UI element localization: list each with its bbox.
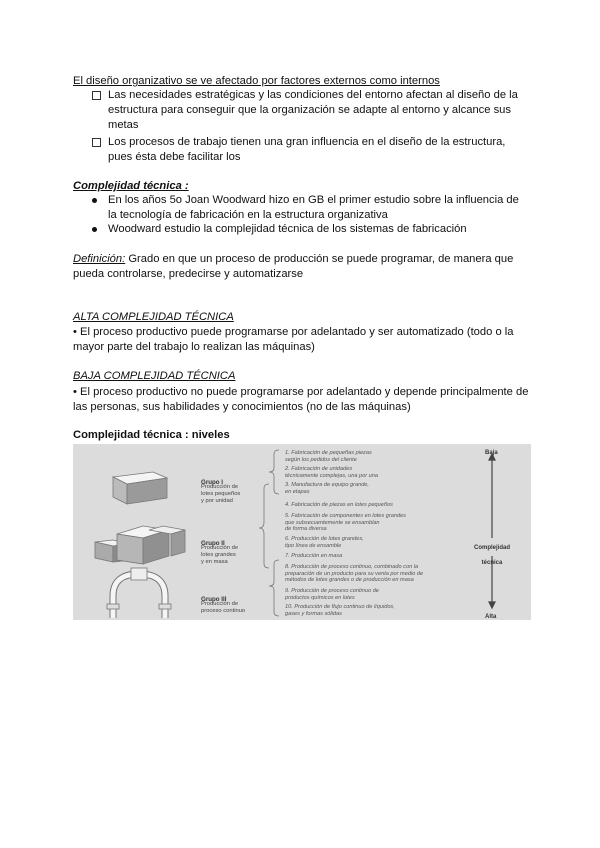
niveles-figure	[73, 444, 531, 620]
item-10-line-1: 10. Producción de flujo continuo de líquidos,	[285, 604, 395, 610]
baja-line-2: las personas, sus habilidades y conocimientos (no de las máquinas)	[73, 401, 411, 413]
item-7	[285, 553, 342, 560]
item-9	[285, 588, 379, 601]
axis-bottom-label: Alta	[485, 614, 497, 620]
alta-line-2: mayor parte del trabajo lo realizan las máquinas)	[73, 341, 315, 353]
item-9-line-2: productos químicos en lotes	[285, 594, 355, 601]
checklist-item-2-line-1: Los procesos de trabajo tienen una gran influencia en el diseño de la estructura,	[108, 136, 506, 148]
alta-line-1: • El proceso productivo puede programarse por adelantado y ser automatizado (todo o la	[73, 326, 514, 338]
item-1-line-2: según los pedidos del cliente	[285, 456, 357, 463]
item-2-line-1: 2. Fabricación de unidades	[285, 466, 353, 472]
item-6-line-1: 6. Producción de lotes grandes,	[285, 536, 364, 542]
group-3-pipe-icon	[107, 568, 171, 618]
axis-mid-line-2: técnica	[481, 560, 503, 566]
group-3-desc-2: proceso continuo	[201, 608, 246, 614]
bullet-1-line-1: En los años 5o Joan Woodward hizo en GB el primer estudio sobre la influencia de	[108, 194, 519, 206]
baja-line-1: • El proceso productivo no puede programarse por adelantado y depende principalmente de	[73, 386, 529, 398]
item-4-line-1: 4. Fabricación de piezas en lotes pequeños	[285, 502, 393, 508]
bullet-2-line-1: Woodward estudio la complejidad técnica de los sistemas de fabricación	[108, 223, 467, 235]
item-8	[285, 564, 423, 584]
item-10	[285, 604, 395, 617]
intro-heading: El diseño organizativo se ve afectado por factores externos como internos	[73, 75, 440, 87]
checklist-item-1-line-1: Las necesidades estratégicas y las condiciones del entorno afectan al diseño de la	[108, 89, 518, 101]
bullet-dot-1	[92, 198, 97, 203]
item-4	[285, 502, 393, 509]
group-2-desc-3: y en masa	[201, 559, 228, 565]
group-1-desc-3: y por unidad	[201, 498, 233, 504]
item-3-line-1: 3. Manufactura de equipo grande,	[285, 482, 369, 488]
checkbox-2[interactable]	[92, 138, 101, 147]
item-9-line-1: 9. Producción de proceso continuo de	[285, 588, 379, 594]
item-2	[285, 466, 378, 479]
item-5	[285, 513, 406, 533]
niveles-title: Complejidad técnica : niveles	[73, 429, 230, 441]
axis-mid-label	[471, 541, 513, 571]
group-1-desc-2: lotes pequeños	[201, 491, 241, 497]
item-5-line-2: que subsecuentemente se ensamblan	[285, 519, 380, 526]
group-2-desc-1: Producción de	[201, 545, 239, 551]
definition-text-1: Grado en que un proceso de producción se puede programar, de manera que	[125, 253, 514, 265]
checklist-item-1-line-2: estructura para conseguir que la organización se adapte al entorno y alcance sus	[108, 104, 512, 116]
definition-line-2: pueda controlarse, predecirse y automatizarse	[73, 268, 304, 280]
group-3-desc-1: Producción de	[201, 601, 239, 607]
definition-line-1	[73, 252, 513, 267]
axis-mid-line-1: Complejidad	[473, 545, 510, 551]
group-2-desc-2: lotes grandes	[201, 552, 236, 558]
item-10-line-2: gases y formas sólidas	[285, 610, 342, 617]
item-8-line-3: métodos de lotes grandes o de producción en masa	[285, 577, 414, 583]
item-5-line-1: 5. Fabricación de componentes en lotes grandes	[285, 513, 406, 519]
item-6	[285, 536, 364, 549]
item-3	[285, 482, 369, 495]
checkbox-1[interactable]	[92, 91, 101, 100]
item-7-line-1: 7. Producción en masa	[285, 553, 343, 559]
axis-top-label: Baja	[485, 450, 498, 456]
item-1	[285, 450, 372, 463]
item-5-line-3: de forma diversa	[285, 526, 327, 532]
item-3-line-2: en etapas	[285, 488, 310, 495]
checklist-item-2-line-2: pues ésta debe facilitar los	[108, 151, 241, 163]
group-2-blocks-icon	[95, 526, 185, 564]
definition-label: Definición:	[73, 253, 126, 265]
bullet-dot-2	[92, 227, 97, 232]
group-1-title: Grupo I	[201, 479, 223, 486]
group-braces	[259, 450, 279, 616]
item-8-line-1: 8. Producción de proceso continuo, combinado con la	[285, 564, 419, 570]
bullet-1-line-2: la tecnología de fabricación en la estructura organizativa	[108, 209, 388, 221]
group-2-title: Grupo II	[201, 540, 225, 547]
item-8-line-2: preparación de un producto para su venta por medio de	[285, 570, 424, 577]
item-1-line-1: 1. Fabricación de pequeñas piezas	[285, 450, 372, 456]
item-2-line-2: técnicamente complejas, una por una	[285, 472, 378, 479]
checklist-item-1-line-3: metas	[108, 119, 139, 131]
group-1-block-icon	[113, 472, 167, 504]
group-3-title: Grupo III	[201, 596, 227, 603]
section-title: Complejidad técnica :	[73, 180, 189, 192]
baja-title: BAJA COMPLEJIDAD TÉCNICA	[73, 370, 236, 382]
group-1-desc-1: Producción de	[201, 484, 239, 490]
complexity-axis	[489, 454, 495, 608]
alta-title: ALTA COMPLEJIDAD TÉCNICA	[73, 311, 234, 323]
item-6-line-2: tipo línea de ensamble	[285, 542, 342, 549]
